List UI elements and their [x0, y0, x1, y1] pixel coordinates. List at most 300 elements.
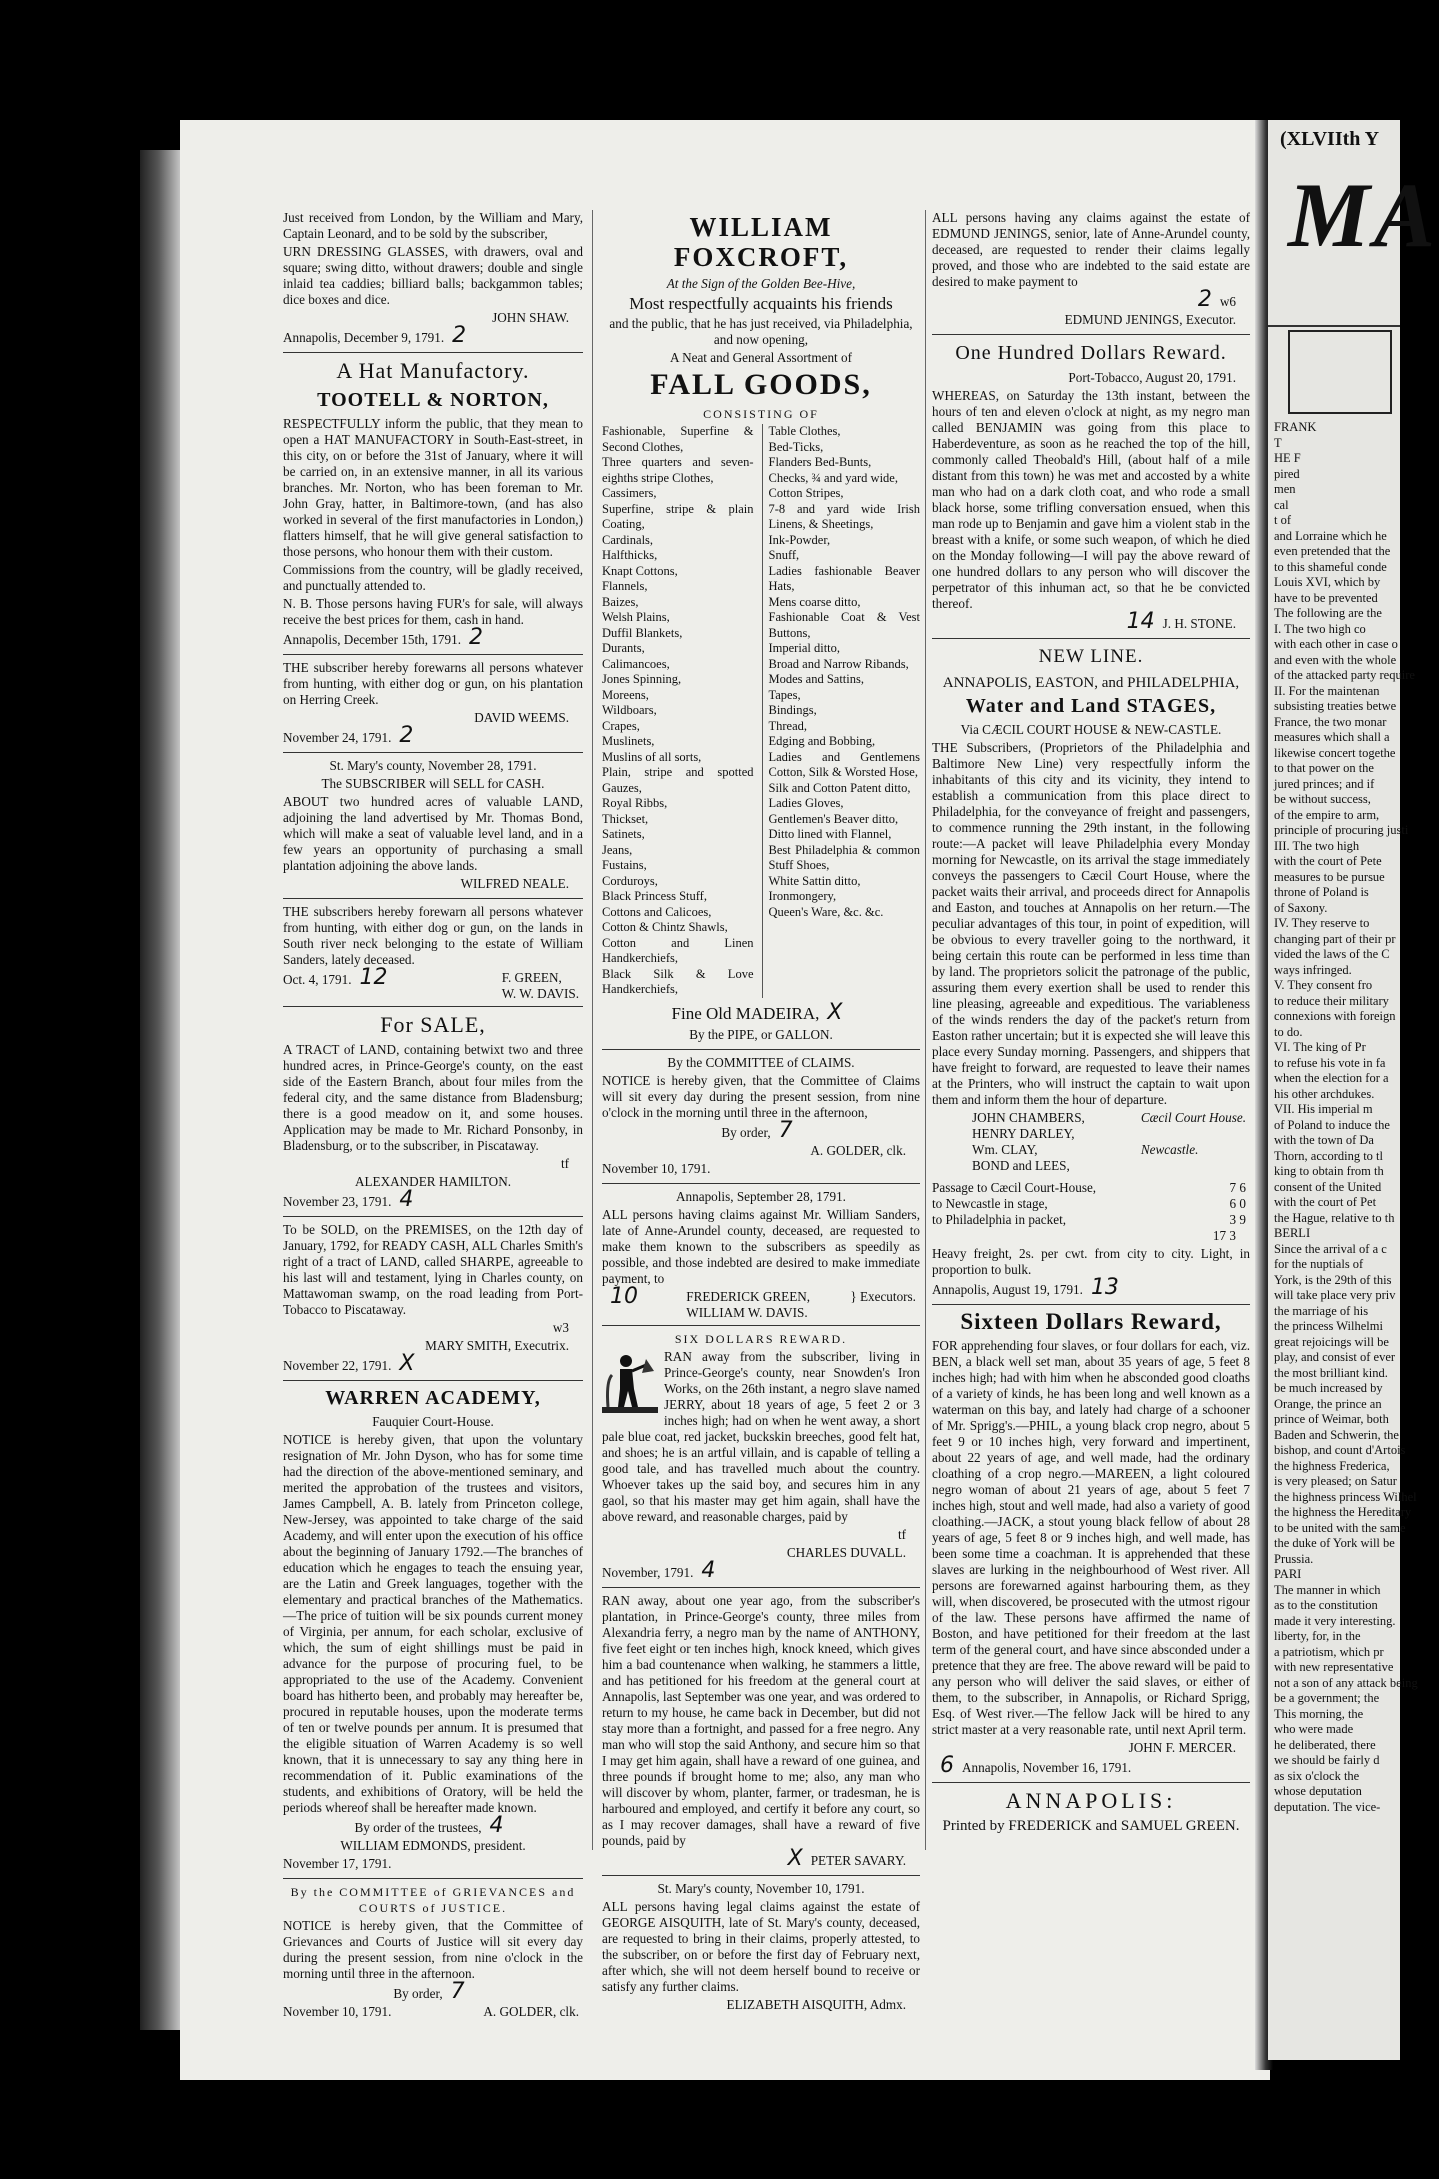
- goods-item: Black Princess Stuff,: [602, 889, 707, 903]
- hat-date: Annapolis, December 15th, 1791.: [283, 632, 461, 647]
- duvall-date: November, 1791.: [602, 1564, 694, 1580]
- stages-date: Annapolis, August 19, 1791.: [932, 1282, 1083, 1297]
- handwritten-mark: 12: [359, 965, 388, 990]
- william-davis-signature: WILLIAM W. DAVIS.: [686, 1304, 808, 1320]
- handwritten-mark: 2: [1197, 287, 1212, 312]
- next-page-fragment: the marriage of his: [1274, 1303, 1369, 1318]
- next-page-fragment: who were made: [1274, 1722, 1354, 1736]
- next-page-fragment: of the attacked party require: [1274, 668, 1415, 682]
- next-page-fragment: II. For the maintenan: [1274, 683, 1380, 698]
- aisquith-signature: ELIZABETH AISQUITH, Admx.: [726, 1996, 906, 2012]
- goods-item: Ink-Powder,: [768, 532, 831, 547]
- next-page-fragment: of Saxony.: [1274, 900, 1328, 915]
- imprint-place: ANNAPOLIS:: [1005, 1788, 1177, 1813]
- land-for-sale-advertisement: [283, 1012, 583, 1217]
- duvall-head: SIX DOLLARS REWARD.: [674, 1331, 848, 1346]
- goods-item: Flanders Bed-Bunts,: [768, 455, 872, 469]
- next-page-fragment: HE F: [1274, 451, 1301, 465]
- fare-pence: 6: [1239, 1180, 1246, 1195]
- next-page-fragment: VI. The king of Pr: [1274, 1040, 1366, 1054]
- next-page-fragment: men: [1274, 482, 1296, 496]
- next-page-fragment: a patriotism, which pr: [1274, 1644, 1384, 1659]
- column-rule-2: [925, 210, 926, 1850]
- new-line-title: NEW LINE.: [1038, 646, 1144, 667]
- next-page-fragment: with the court of Pet: [1274, 1195, 1377, 1209]
- foxcroft-assortment: A Neat and General Assortment of: [669, 350, 852, 365]
- weems-signature: DAVID WEEMS.: [474, 710, 569, 725]
- proprietor-name: BOND and LEES,: [972, 1158, 1070, 1173]
- duvall-body: RAN away from the subscriber, living in Prince-George's county, near Snowden's Iron Works, on the 26th instant, a negro slave named JERRY, about 18 years of age, 5 feet 2 or 3 inches high; had on when he went away, a short pale blue coat, red jacket, buckskin breeches, good felt hat, and shoes; he is an artful villain, and is capable of telling a good tale, and has travelled much about the country. Whoever takes up the said boy, and secures him in any gaol, so that his master may get him again, shall have the above reward, and reasonable charges, paid by: [602, 1348, 920, 1524]
- next-page-fragment: and Lorraine which he: [1274, 528, 1387, 543]
- next-page-fragment: V. They consent fro: [1274, 978, 1373, 992]
- next-page-fragment: ways infringed.: [1274, 962, 1352, 977]
- next-page-fragment: be without success,: [1274, 792, 1371, 806]
- next-page-fragment: with new representative: [1274, 1660, 1394, 1674]
- claims-body: NOTICE is hereby given, that the Committee of Claims will sit every day during the present session, from nine o'clock in the morning until three in the afternoon,: [602, 1072, 920, 1120]
- next-page-fragment: king to obtain from th: [1274, 1164, 1384, 1178]
- goods-item: Cardinals,: [602, 532, 654, 547]
- warren-order: By order of the trustees,: [354, 1820, 482, 1835]
- goods-item: Table Clothes,: [768, 424, 841, 438]
- column-3: [932, 210, 1250, 1930]
- next-page-fragment: deputation. The vice-: [1274, 1799, 1381, 1814]
- handwritten-mark: 14: [1126, 609, 1155, 634]
- stages-title: Water and Land STAGES,: [965, 695, 1217, 717]
- goods-item: Knapt Cottons,: [602, 563, 678, 578]
- next-page-fragment: bishop, and count d'Artois: [1274, 1443, 1406, 1457]
- handwritten-mark: 4: [489, 1813, 504, 1838]
- next-page-fragment: throne of Poland is: [1274, 885, 1369, 899]
- goods-item: Cottons and Calicoes,: [602, 904, 712, 919]
- grievances-signature: A. GOLDER, clk.: [483, 2004, 579, 2019]
- next-page-fragment: with each other in case o: [1274, 637, 1398, 651]
- next-page-fragment: FRANK: [1274, 420, 1317, 434]
- aisquith-dateline: St. Mary's county, November 10, 1791.: [657, 1880, 865, 1896]
- woodcut-border: [1288, 330, 1392, 414]
- hat-body2: Commissions from the country, will be gladly received, and punctually attended to.: [283, 562, 583, 593]
- next-page-fragment: with the town of Da: [1274, 1133, 1374, 1147]
- goods-item: Cotton & Chintz Shawls,: [602, 920, 728, 934]
- next-page-fragment: the princess Wilhelmi: [1274, 1319, 1383, 1333]
- next-page-fragment: the highness the Hereditary: [1274, 1505, 1412, 1519]
- stone-reward-advertisement: [932, 340, 1250, 639]
- goods-item: Jones Spinning,: [602, 672, 682, 686]
- duvall-runaway-advertisement: [602, 1331, 920, 1588]
- next-page-fragment: we should be fairly d: [1274, 1753, 1380, 1767]
- goods-item: Ladies and Gentlemens Cotton, Silk & Worsted Hose,: [768, 749, 920, 779]
- jenings-body: ALL persons having any claims against the estate of EDMUND JENINGS, senior, late of Anne-Arundel county, deceased, are requested to render their claims legally proved, and those who are indebted to the said estate are desired to make payment to: [932, 210, 1250, 289]
- smith-sale-advertisement: [283, 1222, 583, 1381]
- handwritten-mark: 4: [701, 1557, 716, 1583]
- next-page-fragment: the highness Frederica,: [1274, 1458, 1390, 1473]
- goods-item: Three quarters and seven-eighths stripe Clothes,: [602, 455, 754, 485]
- next-page-fragment: even pretended that the: [1274, 544, 1391, 558]
- goods-list-left: [602, 424, 754, 998]
- handwritten-mark: 7: [778, 1117, 793, 1143]
- executors-label: } Executors.: [850, 1288, 916, 1304]
- fare-pence: 0: [1239, 1196, 1246, 1211]
- fare-total: 17 3: [1212, 1228, 1236, 1243]
- next-page-fragment: VII. His imperial m: [1274, 1102, 1373, 1116]
- next-page-fragment: for the nuptials of: [1274, 1257, 1364, 1271]
- next-page-fragment: cal: [1274, 497, 1289, 512]
- fare-pounds: 6: [1229, 1196, 1237, 1211]
- goods-item: Baizes,: [602, 594, 639, 609]
- goods-item: Ladies Gloves,: [768, 796, 844, 810]
- goods-item: Royal Ribbs,: [602, 796, 668, 810]
- goods-item: Bindings,: [768, 703, 817, 717]
- goods-item: 7-8 and yard wide Irish Linens, & Sheetings,: [768, 501, 920, 531]
- goods-item: Plain, stripe and spotted Gauzes,: [602, 765, 754, 795]
- next-page-fragment: the highness princess Wilhel: [1274, 1489, 1417, 1504]
- next-page-fragment: be much increased by: [1274, 1381, 1383, 1395]
- column-2: [602, 210, 920, 2012]
- warren-subtitle: Fauquier Court-House.: [372, 1414, 494, 1429]
- next-page-fragment: be a government; the: [1274, 1691, 1380, 1705]
- proprietor-place: Cæcil Court House.: [1140, 1110, 1246, 1125]
- weems-body: THE subscriber hereby forewarns all persons whatever from hunting, with either dog or gun, on his plantation on Herring Creek.: [283, 660, 583, 707]
- next-page-fragment: whose deputation: [1274, 1784, 1362, 1798]
- next-page-fragment: vided the laws of the C: [1274, 947, 1390, 961]
- claims-order: By order,: [721, 1124, 771, 1140]
- foxcroft-name: WILLIAM FOXCROFT,: [673, 212, 849, 272]
- next-page-fragment: consent of the United: [1274, 1179, 1382, 1194]
- next-page-fragment: great rejoicings will be: [1274, 1334, 1389, 1349]
- goods-item: Fustains,: [602, 858, 647, 872]
- savary-runaway-advertisement: [602, 1593, 920, 1876]
- goods-item: Ladies fashionable Beaver Hats,: [768, 563, 920, 593]
- goods-item: Thickset,: [602, 811, 649, 826]
- hat-firm: TOOTELL & NORTON,: [317, 389, 549, 411]
- goods-item: Crapes,: [602, 718, 640, 733]
- for-sale-date: November 23, 1791.: [283, 1194, 392, 1209]
- next-page-fragment: of Poland to induce the: [1274, 1117, 1390, 1132]
- goods-item: Ironmongery,: [768, 889, 837, 903]
- claims-committee-notice: [602, 1055, 920, 1184]
- duvall-signature: CHARLES DUVALL.: [786, 1544, 906, 1560]
- runaway-woodcut-icon: [602, 1351, 658, 1415]
- imprint-printer: Printed by FREDERICK and SAMUEL GREEN.: [942, 1818, 1240, 1834]
- weems-date: November 24, 1791.: [283, 730, 392, 745]
- foxcroft-lead: Most respectfully acquaints his friends: [629, 294, 893, 313]
- stone-dateline: Port-Tobacco, August 20, 1791.: [1068, 370, 1236, 385]
- next-page-fragment: IV. They reserve to: [1274, 916, 1370, 930]
- next-page-fragment: of the empire to arm,: [1274, 807, 1380, 822]
- next-page-fragment: the most brilliant kind.: [1274, 1365, 1388, 1380]
- neale-advertisement: [283, 758, 583, 899]
- mercer-body: FOR apprehending four slaves, or four dollars for each, viz. BEN, a black well set man, about 35 years of age, 5 feet 8 inches high; had with him when he absconded good cloaths of a variety of kinds, he has been long and well known as a waterman on this bay, and lately had charge of a schooner of Mr. Sprigg's.—PHIL, a young black crop negro, about 5 feet 9 or 10 inches high, very forward and impertinent, about 22 years of age, and well made, had the ordinary cloathing of a crop negro.—MAREEN, a light coloured negro woman of about 21 years of age, about 5 feet 7 inches high, stout and well made, had also a variety of good cloathing.—JACK, a stout young black fellow of about 28 years of age, 5 feet 8 or 9 inches high, and well made, has been some time a coachman. It is apprehended that these slaves are lurking in the neighbourhood of West river. All persons are forewarned against harbouring them, as they will, when discovered, be prosecuted with the utmost rigour of the law. These persons have affirmed the name of Boston, and have petitioned for their freedom at the last term of the general court, and have since absconded under a pretence that they are free. The above reward will be paid to any person who will deliver the said slaves, or either of them, to the subscriber, in Annapolis, or Richard Sprigg, Esq. of West river.—The fellow Jack will be hired to any strict master at a very reasonable rate, until next April term.: [932, 1338, 1250, 1737]
- goods-item: Silk and Cotton Patent ditto,: [768, 780, 911, 795]
- savary-body: RAN away, about one year ago, from the subscriber's plantation, in Prince-George's county, three miles from Alexandria ferry, a negro man by the name of ANTHONY, five feet eight or ten inches high, knock kneed, which gives him a bad countenance when walking, he stammers a little, and has petitioned for his freedom at the general court at Annapolis, last September was one year, and was ordered to return to my house, he came back in December, but did not stay more than a fortnight, and passed for a free negro. Any man who will stop the said Anthony, and secure him so that I may get him again, shall have a reward of one guinea, and three pounds if brought home to me; also, any man who will discover by whom, planter, farmer, or tradesman, he is harboured and employed, and certify it before any court, so as I may recover damages, shall have a reward of five pounds, paid by: [602, 1592, 920, 1848]
- next-page-fragment: he deliberated, there: [1274, 1737, 1376, 1752]
- handwritten-mark: X: [827, 999, 843, 1025]
- next-page-fragment: Thorn, according to tl: [1274, 1148, 1383, 1163]
- mercer-date: Annapolis, November 16, 1791.: [962, 1760, 1132, 1775]
- next-page-fragment: to be united with the same: [1274, 1520, 1406, 1535]
- goods-item: Imperial ditto,: [768, 641, 841, 655]
- mercer-signature: JOHN F. MERCER.: [1128, 1740, 1236, 1755]
- handwritten-mark: 2: [469, 625, 483, 650]
- warren-title: WARREN ACADEMY,: [325, 1387, 541, 1409]
- goods-item: Mens coarse ditto,: [768, 594, 861, 609]
- shaw-advertisement: [283, 210, 583, 353]
- next-page-fragment: as to the constitution: [1274, 1598, 1378, 1612]
- fare-row: [932, 1196, 1250, 1212]
- next-page-fragment: measures to be pursue: [1274, 869, 1385, 884]
- next-page-fragment: Since the arrival of a c: [1274, 1241, 1387, 1256]
- goods-item: Flannels,: [602, 579, 648, 593]
- column-1: [283, 210, 583, 2019]
- consisting-of: CONSISTING OF: [703, 407, 819, 421]
- next-page-fragment: not a son of any attack being: [1274, 1675, 1418, 1690]
- for-sale-title: For SALE,: [380, 1012, 486, 1037]
- handwritten-mark: 2: [399, 723, 414, 748]
- goods-item: Cassimers,: [602, 486, 657, 500]
- next-page-fragment: with the court of Pete: [1274, 854, 1382, 868]
- next-page-fragment: Louis XVI, which by: [1274, 575, 1381, 589]
- next-page-fragment: connexions with foreign: [1274, 1009, 1396, 1023]
- grievances-head: By the COMMITTEE of GRIEVANCES and COURTS of JUSTICE.: [290, 1885, 576, 1915]
- sanders-body: ALL persons having claims against Mr. William Sanders, late of Anne-Arundel county, deceased, are requested to make them known to the subscribers as speedily as possible, and those indebted are desired to make immediate payment, to: [602, 1206, 920, 1286]
- frederick-green-signature: FREDERICK GREEN,: [686, 1288, 811, 1304]
- next-page-fragment: will take place very priv: [1274, 1288, 1396, 1302]
- goods-list: [602, 424, 920, 998]
- foxcroft-advertisement: [602, 212, 920, 1050]
- goods-item: Muslinets,: [602, 734, 655, 748]
- next-page-fragment: Prussia.: [1274, 1551, 1314, 1566]
- warren-date: November 17, 1791.: [283, 1856, 392, 1871]
- next-page-fragment: Baden and Schwerin, the: [1274, 1427, 1399, 1442]
- fare-row: [932, 1180, 1250, 1196]
- handwritten-mark: 6: [940, 1753, 954, 1778]
- neale-dateline: St. Mary's county, November 28, 1791.: [329, 758, 537, 773]
- goods-item: Broad and Narrow Ribands,: [768, 656, 909, 671]
- fare-label: to Philadelphia in packet,: [932, 1212, 1067, 1227]
- hat-manufactory-advertisement: [283, 358, 583, 655]
- goods-item: Thread,: [768, 718, 808, 733]
- foxcroft-body: and the public, that he has just received, via Philadelphia, and now opening,: [609, 316, 913, 347]
- fare-pence: 9: [1239, 1212, 1246, 1227]
- jenings-signature: EDMUND JENINGS, Executor.: [1064, 312, 1236, 327]
- handwritten-mark: 13: [1090, 1275, 1119, 1300]
- stages-freight: Heavy freight, 2s. per cwt. from city to city. Light, in proportion to bulk.: [932, 1246, 1250, 1277]
- shaw-date: Annapolis, December 9, 1791.: [283, 330, 445, 345]
- hamilton-signature: ALEXANDER HAMILTON.: [354, 1174, 512, 1189]
- goods-item: Fashionable, Superfine & Second Clothes,: [602, 424, 754, 454]
- goods-item: Checks, ¾ and yard wide,: [768, 470, 898, 485]
- next-page-fragment: to refuse his vote in fa: [1274, 1055, 1386, 1070]
- claims-head: By the COMMITTEE of CLAIMS.: [667, 1054, 855, 1070]
- goods-item: Cotton Stripes,: [768, 486, 844, 500]
- hat-nb: N. B. Those persons having FUR's for sale, will always receive the best prices for them, cash in hand.: [283, 596, 583, 627]
- next-page-fragment: changing part of their pr: [1274, 931, 1396, 946]
- madeira-line: Fine Old MADEIRA,: [671, 1003, 820, 1023]
- neale-body: ABOUT two hundred acres of valuable LAND, adjoining the land advertised by Mr. Thomas Bond, which will make a seat of valuable level land, and in a few years an opportunity of purchasing a small plantation adjoining the above lands.: [283, 794, 583, 873]
- next-page-masthead: MA: [1288, 164, 1439, 266]
- next-page-fragment: prince of Weimar, both: [1274, 1412, 1389, 1426]
- claims-signature: A. GOLDER, clk.: [810, 1142, 906, 1158]
- next-page-fragment: made it very interesting.: [1274, 1613, 1396, 1628]
- column-rule-1: [592, 210, 593, 1850]
- jenings-w6: w6: [1219, 294, 1236, 309]
- duvall-tf: tf: [897, 1526, 906, 1542]
- weems-notice: [283, 660, 583, 753]
- goods-item: Corduroys,: [602, 873, 658, 888]
- next-page-fragment: his other archdukes.: [1274, 1086, 1375, 1101]
- for-sale-body: A TRACT of LAND, containing betwixt two and three hundred acres, in Prince-George's county, on the east side of the Eastern Branch, about four miles from the federal city, and the same distance from Bladensburg; there is a good meadow on it, and some houses. Application may be made to Mr. Richard Ponsonby, in Bladensburg, or to the subscriber, in Piscataway.: [283, 1042, 583, 1153]
- next-page-fragment: Orange, the prince an: [1274, 1396, 1382, 1411]
- next-page-fragment: as six o'clock the: [1274, 1768, 1360, 1783]
- masthead-rule: [1268, 325, 1400, 327]
- proprietor-name: HENRY DARLEY,: [972, 1126, 1075, 1141]
- green-davis-notice: [283, 904, 583, 1007]
- jenings-estate-notice: [932, 210, 1250, 335]
- next-page-fragment: T: [1274, 435, 1282, 450]
- goods-item: Queen's Ware, &c. &c.: [768, 904, 884, 919]
- smith-date: November 22, 1791.: [283, 1358, 392, 1373]
- next-page-fragment: to reduce their military: [1274, 993, 1389, 1008]
- adjacent-page: [1268, 120, 1439, 2060]
- stone-signature: J. H. STONE.: [1162, 616, 1236, 631]
- for-sale-tf: tf: [560, 1156, 569, 1171]
- goods-item: Gentlemen's Beaver ditto,: [768, 811, 899, 826]
- stone-body: WHEREAS, on Saturday the 13th instant, between the hours of ten and eleven o'clock at night, as my negro man called BENJAMIN was going from this place to Haberdeventure, as soon as he reached the top of the hill, commonly called Theobald's Hill, (about half of a mile distant from this town) he was met and accosted by a white man who had on a dark cloth coat, and who rode a small black horse, some trifling conversation ensued, when this man rode up to Benjamin and gave him a violent stab in the breast with a knife, or some such weapon, of which he died on the Monday following—I will pay the above reward of one hundred dollars to any person who will discover the perpetrator of this inhuman act, so that he be convicted thereof.: [932, 388, 1250, 611]
- handwritten-mark: 4: [399, 1187, 414, 1212]
- next-page-fragment: the Hague, relative to th: [1274, 1210, 1395, 1225]
- goods-item: Fashionable Coat & Vest Buttons,: [768, 610, 920, 640]
- goods-item: Duffil Blankets,: [602, 625, 683, 640]
- next-page-fragment: when the election for a: [1274, 1071, 1389, 1085]
- aisquith-body: ALL persons having legal claims against the estate of GEORGE AISQUITH, late of St. Mary's county, deceased, are requested to bring in their claims, properly attested, to the subscriber, on or before the first day of February next, after which, she will not deem herself bound to receive or satisfy any further claims.: [602, 1898, 920, 1994]
- goods-item: Tapes,: [768, 687, 801, 702]
- imprint: [932, 1788, 1250, 1840]
- next-page-fragment: This morning, the: [1274, 1706, 1364, 1721]
- fare-row: [932, 1212, 1250, 1228]
- sanders-estate-notice: [602, 1189, 920, 1326]
- goods-item: Durants,: [602, 641, 645, 655]
- goods-item: Modes and Sattins,: [768, 672, 864, 686]
- next-page-fragment: play, and consist of ever: [1274, 1350, 1396, 1364]
- stages-via: Via CÆCIL COURT HOUSE & NEW-CASTLE.: [960, 722, 1222, 737]
- next-page-fragment: subsisting treaties betwe: [1274, 699, 1397, 713]
- grievances-body: NOTICE is hereby given, that the Committee of Grievances and Courts of Justice will sit every day during the present session, from nine o'clock in the morning until three in the afternoon.: [283, 1918, 583, 1981]
- next-page-fragment: The manner in which: [1274, 1582, 1381, 1597]
- proprietor-place: Newcastle.: [1140, 1142, 1199, 1157]
- next-page-fragment: The following are the: [1274, 606, 1382, 620]
- next-page-fragment: III. The two high: [1274, 838, 1360, 853]
- goods-item: White Sattin ditto,: [768, 873, 861, 888]
- next-page-fragment: t of: [1274, 513, 1292, 527]
- goods-item: Calimancoes,: [602, 656, 670, 671]
- warren-body: NOTICE is hereby given, that upon the voluntary resignation of Mr. John Dyson, who has for some time had the direction of the above-mentioned seminary, and merited the approbation of the trustees and visitors, James Campbell, A. B. lately from Princeton college, New-Jersey, was appointed to take charge of the said Academy, and will enter upon the execution of his office about the beginning of January 1792.—The branches of education which he engages to teach the ensuing year, are the Latin and Greek languages, together with the elementary and practical branches of the Mathematics.—The price of tuition will be six pounds current money of Virginia, per annum, for each scholar, exclusive of which, the sum of eight shillings must be paid in advance for the purpose of procuring fuel, to be appropriated to the use of the Academy. Convenient board has hitherto been, and probably may hereafter be, procured in reputable houses, upon the moderate terms of ten or twelve pounds per annum. It is presumed that the eligible situation of Warren Academy is so well known, that it is unnecessary to say any thing here in recommendation of it. Public examinations of the students, and exhibitions of Oratory, will be held the periods whereof shall be hereafter made known.: [283, 1432, 583, 1815]
- next-page-fragment: have to be prevented: [1274, 590, 1378, 605]
- goods-item: Black Silk & Love Handkerchiefs,: [602, 966, 754, 996]
- aisquith-estate-notice: [602, 1881, 920, 2019]
- green-signature: F. GREEN,: [501, 970, 562, 985]
- goods-item: Satinets,: [602, 827, 645, 841]
- smith-w3: w3: [552, 1320, 569, 1335]
- goods-item: Halfthicks,: [602, 548, 658, 562]
- next-page-fragment: to that power on the: [1274, 761, 1374, 775]
- stages-body: THE Subscribers, (Proprietors of the Philadelphia and Baltimore New Line) very respectfully inform the inhabitants of this city and its vicinity, they intend to establish a communication from this place direct to Philadelphia, for the conveyance of freight and passengers, to commence running the 29th instant, in the following route:—A packet will leave Philadelphia every Monday morning for Newcastle, on its arrival the stage immediately conveys the passengers to Cæcil Court House, where the packet waits their arrival, and proceeds direct for Annapolis and Easton, and touches at Annapolis on her return.—The peculiar advantages of this tour, in point of expedition, will be obvious to every traveller going to the northward, it being certain this route can be performed in less time than by land. The proprietors solicit the patronage of the public, assuring them every exertion shall be used to render this line pleasing, agreeable and expeditious. The variableness of the winds renders the day of the packet's return from Easton rather uncertain; but it is expected she will leave this place every Sunday morning. Passengers, and shippers that have freight to forward, are requested to leave their names at the Printers, who will instruct the captain to wait upon them and inform them the hour of departure.: [932, 740, 1250, 1107]
- goods-item: Snuff,: [768, 548, 800, 562]
- next-page-fragment: liberty, for, in the: [1274, 1629, 1361, 1643]
- goods-item: Edging and Bobbing,: [768, 734, 876, 748]
- next-page-text-fragments: [1274, 420, 1418, 1815]
- grievances-committee-notice: [283, 1884, 583, 2024]
- fares-table: [932, 1180, 1250, 1244]
- next-page-fragment: principle of procuring justi: [1274, 823, 1409, 837]
- davis-signature: W. W. DAVIS.: [501, 986, 579, 1001]
- stages-advertisement: [932, 644, 1250, 1305]
- next-page-fragment: York, is the 29th of this: [1274, 1272, 1392, 1287]
- goods-item: Bed-Ticks,: [768, 439, 824, 454]
- next-page-fragment: jured princes; and if: [1274, 776, 1375, 791]
- shaw-signature: JOHN SHAW.: [492, 310, 569, 325]
- stone-head: One Hundred Dollars Reward.: [955, 342, 1227, 364]
- proprietor-name: JOHN CHAMBERS,: [972, 1110, 1085, 1125]
- next-page-fragment: the duke of York will be: [1274, 1536, 1395, 1550]
- mercer-head: Sixteen Dollars Reward,: [960, 1309, 1222, 1334]
- proprietor-name: Wm. CLAY,: [972, 1142, 1038, 1157]
- next-page-fragment: BERLI: [1274, 1226, 1311, 1240]
- goods-item: Jeans,: [602, 842, 633, 857]
- next-page-fragment: and even with the whole: [1274, 652, 1397, 667]
- goods-item: Cotton and Linen Handkerchiefs,: [602, 935, 754, 965]
- next-page-fragment: to do.: [1274, 1024, 1303, 1039]
- green-davis-body: THE subscribers hereby forewarn all persons whatever from hunting, with either dog or gun, on the lands in South river neck belonging to the estate of William Sanders, lately deceased.: [283, 904, 583, 967]
- fare-label: Passage to Cæcil Court-House,: [932, 1180, 1097, 1195]
- madeira-pipe: By the PIPE, or GALLON.: [689, 1026, 833, 1042]
- next-page-fragment: measures which shall a: [1274, 730, 1390, 744]
- next-page-fragment: likewise concert togethe: [1274, 745, 1396, 760]
- hat-title: A Hat Manufactory.: [336, 358, 530, 383]
- handwritten-mark: 10: [610, 1283, 638, 1309]
- goods-item: Muslins of all sorts,: [602, 749, 702, 764]
- mercer-reward-advertisement: [932, 1310, 1250, 1783]
- foxcroft-sign: At the Sign of the Golden Bee-Hive,: [666, 276, 856, 291]
- handwritten-mark: X: [787, 1845, 803, 1871]
- hat-body: RESPECTFULLY inform the public, that they mean to open a HAT MANUFACTORY in South-East-street, in this city, on or before the 31st of January, where it will be carried on, in an extensive manner, in all its various branches. Mr. Norton, who has been foreman to Mr. John Gray, hatter, in Baltimore-town, (and has also worked in several of the first manufactories in London,) flatters himself, that he will give general satisfaction to those persons, who honour them with their custom.: [283, 416, 583, 559]
- goods-item: Wildboars,: [602, 703, 657, 717]
- shaw-body: URN DRESSING GLASSES, with drawers, oval and square; swing ditto, without drawers; double and single inlaid tea caddies; billiard balls; backgammon tables; dice boxes and dice.: [283, 244, 583, 307]
- next-page-issue-number: (XLVIIth Y: [1280, 128, 1380, 150]
- fare-pounds: 3: [1229, 1212, 1237, 1227]
- grievances-date: November 10, 1791.: [283, 2004, 392, 2019]
- sanders-dateline: Annapolis, September 28, 1791.: [676, 1188, 846, 1204]
- next-page-fragment: I. The two high co: [1274, 621, 1366, 636]
- smith-signature: MARY SMITH, Executrix.: [425, 1338, 569, 1353]
- handwritten-mark: 7: [450, 1979, 465, 2004]
- next-page-fragment: pired: [1274, 466, 1300, 481]
- next-page-fragment: is very pleased; on Satur: [1274, 1474, 1397, 1488]
- shaw-intro: Just received from London, by the William and Mary, Captain Leonard, and to be sold by the subscriber,: [283, 210, 583, 241]
- next-page-fragment: PARI: [1274, 1567, 1302, 1581]
- smith-body: To be SOLD, on the PREMISES, on the 12th day of January, 1792, for READY CASH, ALL Charles Smith's right of a tract of LAND, called SHARPE, agreeable to his last will and testament, lying in Charles county, on Mattawoman swamp, on the road leading from Port-Tobacco to Piscataway.: [283, 1222, 583, 1317]
- goods-list-right: [762, 424, 921, 998]
- neale-head: The SUBSCRIBER will SELL for CASH.: [321, 776, 545, 791]
- grievances-order: By order,: [393, 1986, 443, 2001]
- goods-item: Superfine, stripe & plain Coating,: [602, 501, 754, 531]
- goods-item: Moreens,: [602, 687, 649, 702]
- stages-route: ANNAPOLIS, EASTON, and PHILADELPHIA,: [942, 675, 1240, 691]
- next-page-fragment: to this shameful conde: [1274, 559, 1387, 574]
- fare-pounds: 7: [1229, 1180, 1237, 1195]
- book-spine: [140, 150, 185, 2030]
- goods-item: Best Philadelphia & common Stuff Shoes,: [768, 842, 920, 872]
- fare-label: to Newcastle in stage,: [932, 1196, 1048, 1211]
- goods-item: Welsh Plains,: [602, 610, 670, 624]
